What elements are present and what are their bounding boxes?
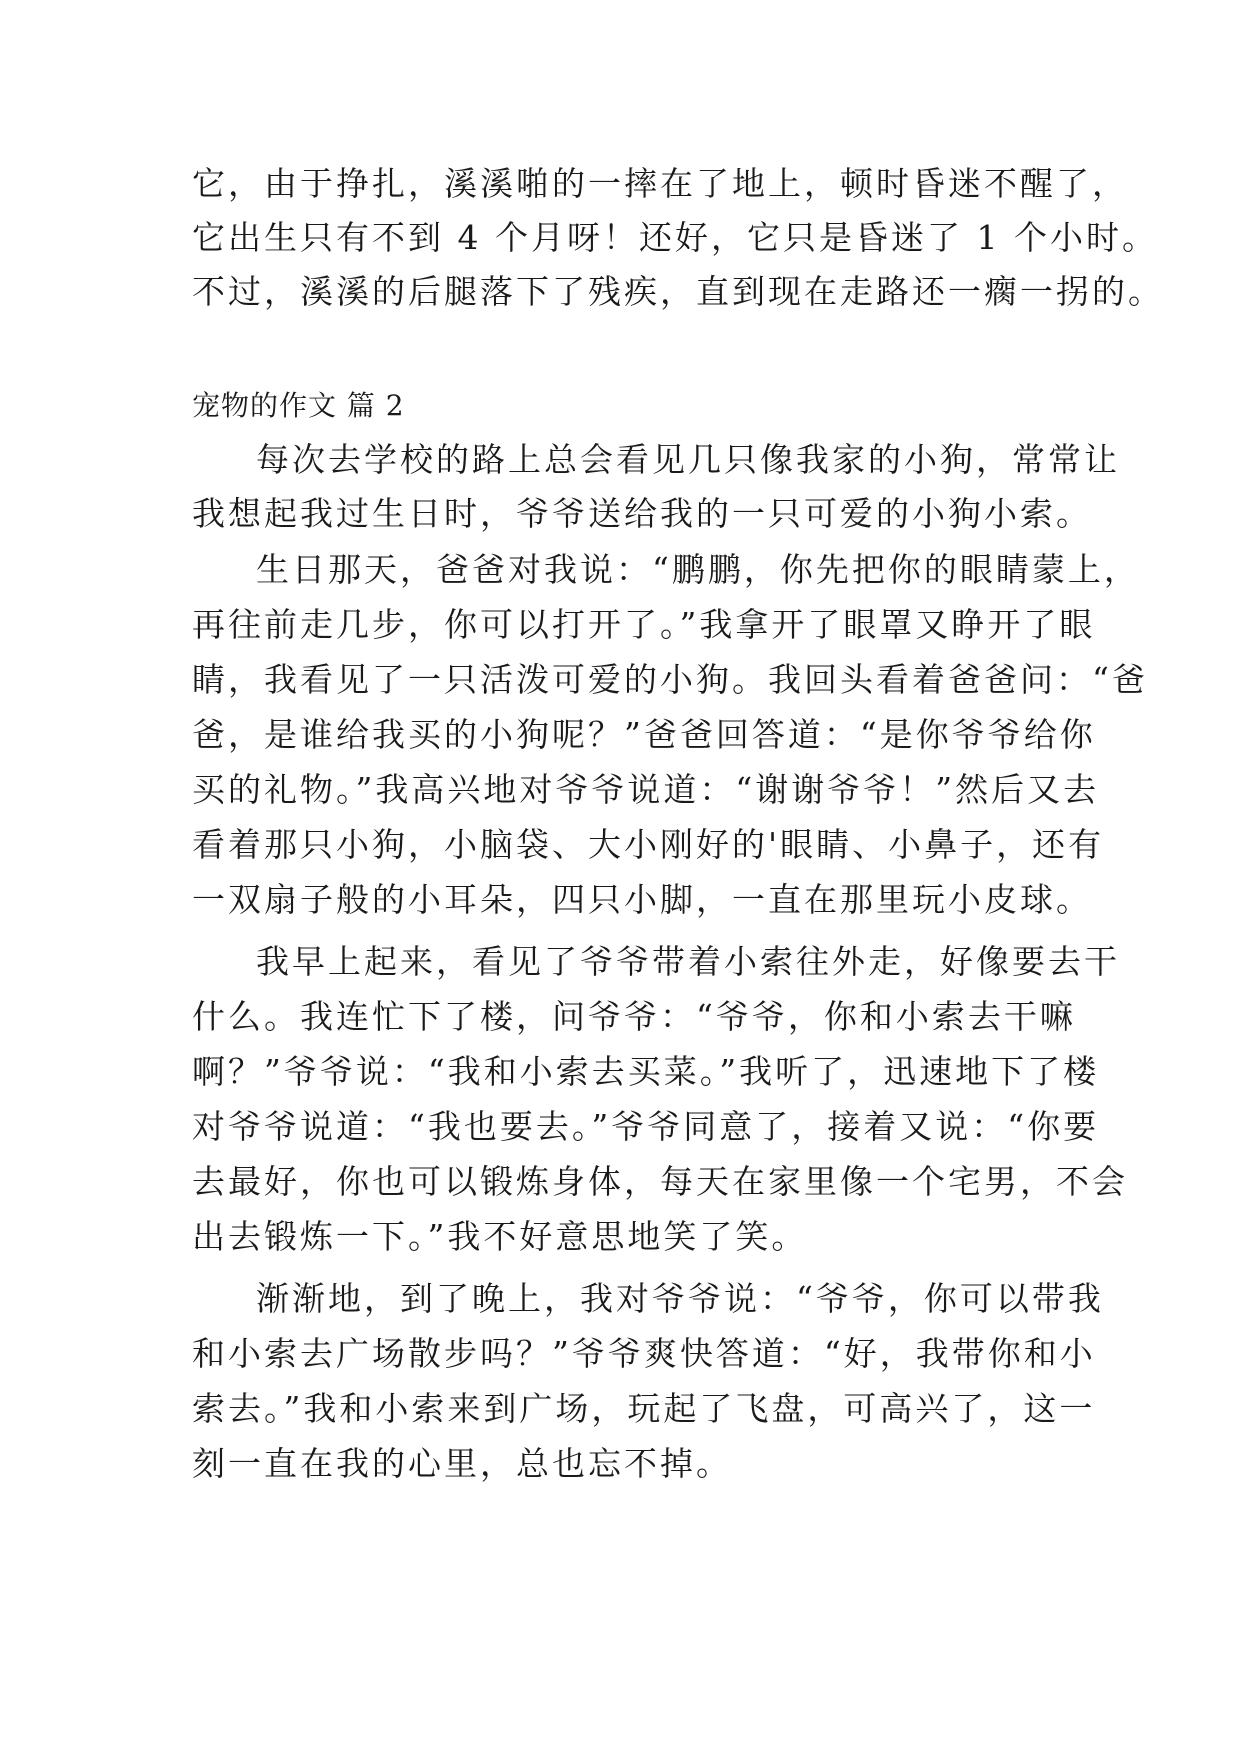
text-line: 它，由于挣扎，溪溪啪的一摔在了地上，顿时昏迷不醒了， (192, 164, 1128, 203)
text-line: 什么。我连忙下了楼，问爷爷：“爷爷，你和小索去干嘛 (192, 997, 1076, 1036)
text-line: 生日那天，爸爸对我说：“鹏鹏，你先把你的眼睛蒙上， (256, 550, 1140, 589)
text-line: 每次去学校的路上总会看见几只像我家的小狗，常常让 (256, 440, 1120, 479)
text-line: 索去。”我和小索来到广场，玩起了飞盘，可高兴了，这一 (192, 1389, 1096, 1428)
text-line: 我想起我过生日时，爷爷送给我的一只可爱的小狗小索。 (192, 494, 1092, 533)
text-line: 刻一直在我的心里，总也忘不掉。 (192, 1444, 732, 1483)
text-line: 对爷爷说道：“我也要去。”爷爷同意了，接着又说：“你要 (192, 1107, 1100, 1146)
text-line: 一双扇子般的小耳朵，四只小脚，一直在那里玩小皮球。 (192, 880, 1092, 919)
text-line: 我早上起来，看见了爷爷带着小索往外走，好像要去干 (256, 942, 1120, 981)
text-line: 睛，我看见了一只活泼可爱的小狗。我回头看着爸爸问：“爸 (192, 660, 1148, 699)
text-line: 渐渐地，到了晚上，我对爷爷说：“爷爷，你可以带我 (256, 1279, 1104, 1318)
text-line: 啊？”爷爷说：“我和小索去买菜。”我听了，迅速地下了楼 (192, 1052, 1100, 1091)
text-line: 和小索去广场散步吗？”爷爷爽快答道：“好，我带你和小 (192, 1334, 1096, 1373)
text-line: 爸，是谁给我买的小狗呢？”爸爸回答道：“是你爷爷给你 (192, 715, 1096, 754)
text-line: 再往前走几步，你可以打开了。”我拿开了眼罩又睁开了眼 (192, 605, 1096, 644)
text-line: 看着那只小狗，小脑袋、大小刚好的'眼睛、小鼻子，还有 (192, 825, 1105, 864)
text-line: 不过，溪溪的后腿落下了残疾，直到现在走路还一瘸一拐的。 (192, 272, 1164, 311)
text-line: 买的礼物。”我高兴地对爷爷说道：“谢谢爷爷！”然后又去 (192, 770, 1100, 809)
section-title: 宠物的作文 篇 2 (192, 389, 405, 422)
text-line: 出去锻炼一下。”我不好意思地笑了笑。 (192, 1217, 808, 1256)
text-line: 去最好，你也可以锻炼身体，每天在家里像一个宅男，不会 (192, 1162, 1128, 1201)
text-line: 它出生只有不到 4 个月呀！还好，它只是昏迷了 1 个小时。 (192, 218, 1158, 257)
